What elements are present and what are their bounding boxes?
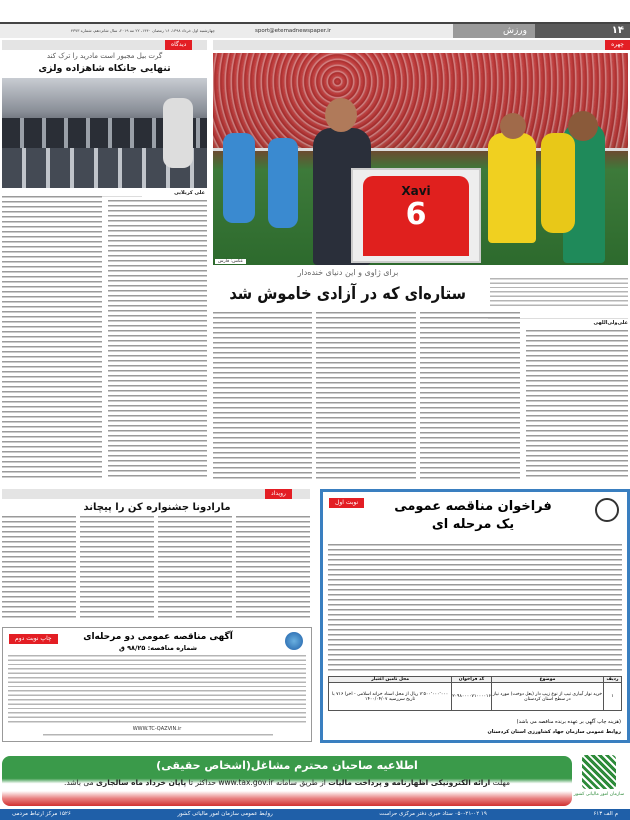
- email[interactable]: sport@etemadnewspaper.ir: [255, 28, 332, 34]
- tender-title-2: یک مرحله ای: [431, 517, 515, 532]
- left-story-label: دیدگاه: [165, 40, 192, 50]
- tax-logo: سازمان امور مالیاتی کشور: [572, 755, 626, 807]
- footer-code: م الف ۶۱۳: [593, 811, 618, 817]
- tax-footer-bar: [0, 809, 630, 820]
- jersey-frame: [351, 168, 481, 263]
- main-story-label: چهره: [605, 40, 630, 50]
- table-header: ردیف: [604, 677, 622, 683]
- page-number: ۱۴: [535, 24, 630, 38]
- event-label: رویداد: [265, 489, 292, 499]
- table-header: موضوع: [491, 677, 603, 683]
- player-figure: [568, 111, 598, 141]
- footer-phone: ۱۹ ۰۵۰-۲۱-۰۲ ستاد خبری دفتر مرکزی حراست: [379, 811, 487, 817]
- section-title: ورزش: [453, 24, 535, 38]
- player-figure: [268, 138, 298, 228]
- left-kicker: گرت بیل مجبور است مادرید را ترک کند: [46, 52, 163, 60]
- telecom-title: آگهی مناقصه عمومی دو مرحله‌ای: [83, 632, 233, 642]
- event-headline: مارادونا جشنواره کن را پیچاند: [83, 502, 231, 513]
- player-figure: [500, 113, 526, 139]
- main-photo: [213, 53, 628, 265]
- photo-credit: عکس: فارس: [215, 259, 246, 264]
- tax-body: مهلت ارائه الکترونیکی اظهارنامه و پرداخت مالیات از طریق سامانه www.tax.gov.ir حداکثر تا پایان خرداد ماه سالجاری می باشد.: [64, 778, 510, 787]
- tax-title: اطلاعیه صاحبان محترم مشاغل(اشخاص حقیقی): [156, 759, 418, 772]
- jahad-logo: [595, 498, 619, 522]
- footer-pr: روابط عمومی سازمان امور مالیاتی کشور: [177, 811, 273, 817]
- tax-banner: [0, 753, 630, 809]
- telecom-website[interactable]: WWW.TC-QAZVIN.ir: [132, 726, 182, 732]
- tender-footer: روابط عمومی سازمان جهاد کشاورزی استان کردستان: [487, 729, 621, 735]
- table-header: محل تامین اعتبار: [329, 677, 452, 683]
- telecom-badge: چاپ نوبت دوم: [9, 634, 58, 644]
- left-author: علی کربلایی: [174, 190, 205, 196]
- agriculture-tender-ad: [320, 489, 630, 743]
- page-header: [0, 22, 630, 38]
- tender-badge: نوبت اول: [329, 498, 364, 508]
- table-header: کد فراخوان: [452, 677, 492, 683]
- player-figure: [223, 133, 255, 223]
- jersey-name: Xavi: [401, 184, 431, 198]
- main-author: علی‌ولی‌اللهی: [593, 320, 628, 326]
- tender-title-1: فراخوان مناقصه عمومی: [394, 499, 552, 514]
- telecom-number: شماره مناقصه: ۹۸/۲۵ ق: [119, 644, 197, 652]
- main-kicker: برای ژاوی و این دنیای خنده‌دار: [297, 268, 399, 277]
- player-figure: [541, 133, 575, 233]
- player-figure: [488, 133, 536, 243]
- telecom-tender-ad: [2, 627, 312, 742]
- player-figure: [325, 98, 357, 132]
- table-row: ۱ خرید نوار آبیاری تیپ از نوع زیپ دار (بعل دوخت) مورد نیاز در سطح استان کردستان ۲۰۹۸۰۰۰۰۷۱۰۰۰۰۱۶ ۷٬۵۰۰٬۰۰۰٬۰۰۰ ریال از محل اسناد خزانه اسلامی - اخزا ۷۱۶ با تاریخ سررسید ۱۴۰۰/۰۴/۰۷: [329, 683, 622, 711]
- telecom-logo: [285, 632, 303, 650]
- dateline: چهارشنبه اول خرداد ۱۳۹۸، ۱۶ رمضان ۱۴۴۰، ۲۲ مه ۲۰۱۹، سال شانزدهم، شماره ۴۳۷۳: [70, 28, 215, 33]
- tender-note: (هزینه چاپ آگهی بر عهده برنده مناقصه می باشد): [516, 719, 621, 725]
- footer-callcenter: ۱۵۲۶ مرکز ارتباط مردمی: [12, 811, 71, 817]
- left-headline: تنهایی جانکاه شاهزاده ولزی: [38, 63, 171, 74]
- jersey-number: 6: [405, 197, 427, 232]
- tender-table: [328, 676, 622, 711]
- left-photo: [2, 78, 207, 188]
- main-headline: ستاره‌ای که در آزادی خاموش شد: [229, 284, 466, 304]
